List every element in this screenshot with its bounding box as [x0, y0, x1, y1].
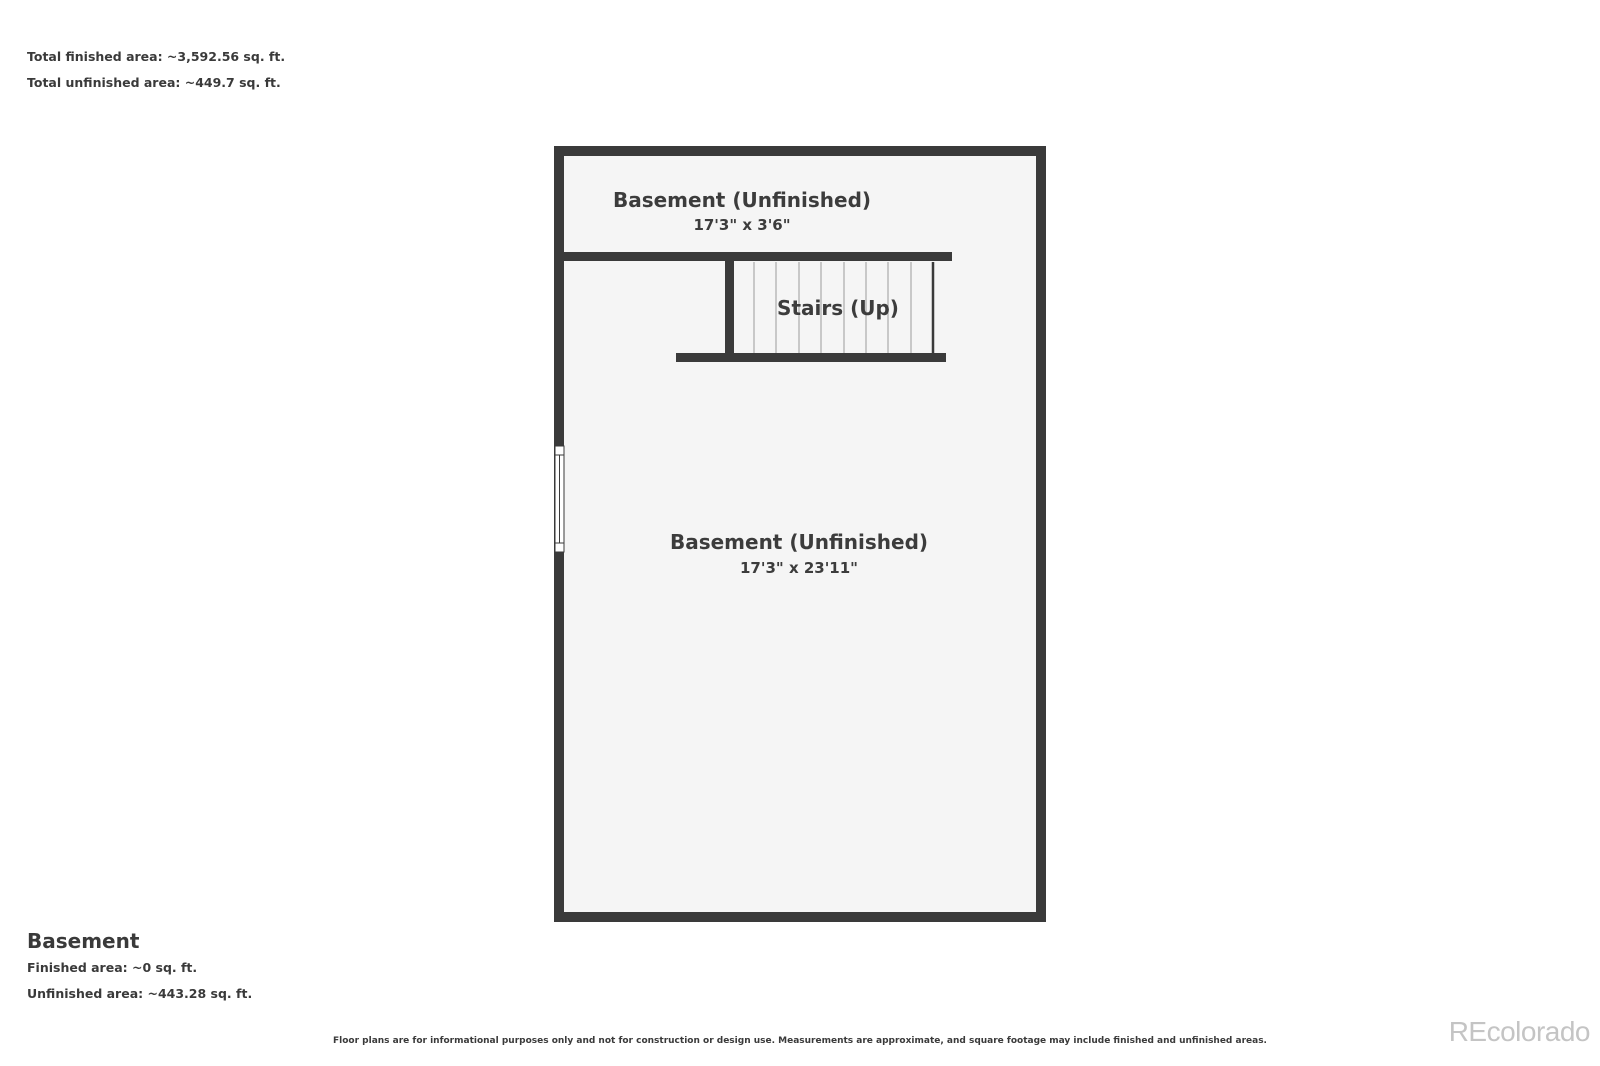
room-dimensions: 17'3" x 3'6": [693, 216, 791, 234]
total-unfinished-area: Total unfinished area: ~449.7 sq. ft.: [27, 75, 281, 90]
room-name: Basement (Unfinished): [612, 188, 872, 212]
window: [555, 446, 564, 552]
total-finished-area: Total finished area: ~3,592.56 sq. ft.: [27, 49, 286, 64]
room-dimensions: 17'3" x 23'11": [740, 559, 858, 577]
floor-info: [27, 928, 252, 1007]
floor-name: Basement: [27, 929, 140, 953]
stair-wall: [725, 257, 734, 361]
floor-finished-area: Finished area: ~0 sq. ft.: [27, 960, 198, 975]
disclaimer: Floor plans are for informational purposes only and not for construction or design use. Measurements are approximate, and square footage may include finished and unfinished areas.: [333, 1036, 1267, 1046]
interior-wall-top: [559, 252, 952, 261]
stairs-label: Stairs (Up): [777, 296, 899, 320]
stair-bottom-wall: [676, 353, 946, 362]
brand-logo: REcolorado: [1448, 1016, 1590, 1047]
room-name: Basement (Unfinished): [669, 530, 929, 554]
floor-unfinished-area: Unfinished area: ~443.28 sq. ft.: [27, 986, 253, 1001]
